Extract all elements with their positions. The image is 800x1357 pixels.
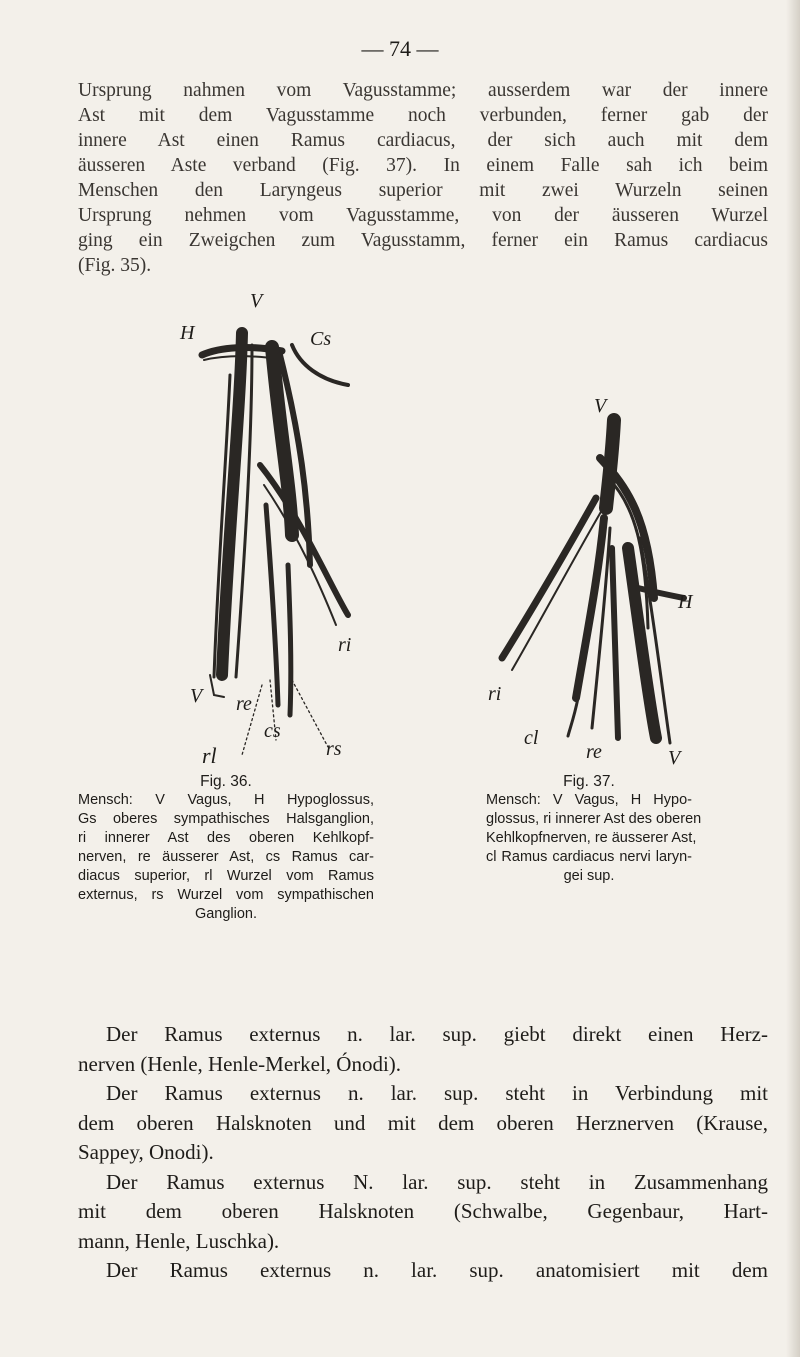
label-ri: ri: [488, 683, 502, 705]
caption-line: cl Ramus cardiacus nervi laryn-: [486, 849, 692, 865]
caption-line: Ganglion.: [194, 906, 258, 922]
text-line: dem oberen Halsknoten und mit dem oberen Herznerven (Krause,: [78, 1110, 768, 1135]
caption-line: Mensch: V Vagus, H Hypo-: [486, 792, 692, 808]
text-line: Der Ramus externus n. lar. sup. giebt direkt einen Herz-: [106, 1022, 768, 1046]
figure-37-illustration: [488, 395, 693, 769]
text-line: innere Ast einen Ramus cardiacus, der sich auch mit dem: [78, 130, 768, 151]
text-line: Ursprung nahmen vom Vagusstamme; ausserdem war der innere: [78, 80, 768, 101]
label-rl: rl: [202, 743, 217, 768]
body-text: [78, 1020, 768, 1286]
figure-36-title: Fig. 36.: [200, 773, 252, 790]
figure-36-caption: [78, 772, 374, 924]
caption-line: externus, rs Wurzel vom sympathischen: [78, 887, 374, 903]
caption-line: glossus, ri innerer Ast des oberen: [486, 811, 702, 827]
caption-line: ri innerer Ast des oberen Kehlkopf-: [78, 830, 374, 846]
text-line: (Fig. 35).: [78, 255, 152, 276]
caption-line: nerven, re äusserer Ast, cs Ramus car-: [78, 849, 374, 865]
text-line: Sappey, Onodi).: [78, 1140, 214, 1164]
label-cl: cl: [524, 727, 539, 749]
label-cs: cs: [264, 720, 281, 742]
caption-line: Kehlkopfnerven, re äusserer Ast,: [486, 830, 697, 846]
text-line: nerven (Henle, Henle-Merkel, Ónodi).: [78, 1051, 402, 1076]
label-Cs: Cs: [310, 328, 332, 350]
page-number: — 74 —: [361, 36, 439, 61]
text-line: Ursprung nehmen vom Vagusstamme, von der äusseren Wurzel: [78, 205, 768, 226]
text-line: Der Ramus externus n. lar. sup. steht in Verbindung mit: [106, 1081, 768, 1105]
figure-37-caption: [486, 772, 702, 886]
text-line: Der Ramus externus n. lar. sup. anatomisiert mit dem: [106, 1258, 768, 1282]
caption-line: gei sup.: [563, 868, 615, 884]
label-rs: rs: [326, 738, 342, 760]
text-line: Ast mit dem Vagusstamme noch verbunden, ferner gab der: [78, 105, 768, 126]
caption-line: Mensch: V Vagus, H Hypoglossus,: [78, 792, 374, 808]
label-V-top: V: [250, 290, 263, 312]
text-line: äusseren Aste verband (Fig. 37). In einem Falle sah ich beim: [78, 155, 768, 176]
label-ri: ri: [338, 634, 352, 656]
caption-line: Gs oberes sympathisches Halsganglion,: [78, 811, 374, 827]
label-V-bottom: V: [190, 685, 203, 707]
label-H: H: [678, 591, 693, 613]
label-re: re: [586, 741, 602, 763]
label-V-bottom: V: [668, 747, 681, 769]
label-re: re: [236, 693, 252, 715]
text-line: mann, Henle, Luschka).: [78, 1228, 280, 1253]
intro-paragraph: [78, 78, 768, 278]
text-line: mit dem oberen Halsknoten (Schwalbe, Gegenbaur, Hart-: [78, 1199, 768, 1223]
figure-37-title: Fig. 37.: [563, 773, 615, 790]
caption-line: diacus superior, rl Wurzel vom Ramus: [78, 868, 374, 884]
text-line: ging ein Zweigchen zum Vagusstamm, ferner ein Ramus cardiacus: [78, 230, 768, 251]
text-line: Menschen den Laryngeus superior mit zwei Wurzeln seinen: [78, 180, 768, 201]
text-line: Der Ramus externus N. lar. sup. steht in Zusammenhang: [106, 1169, 768, 1194]
label-V-top: V: [594, 395, 607, 417]
label-H: H: [180, 322, 195, 344]
page-edge-shadow: [786, 0, 800, 1357]
figure-36-illustration: [180, 285, 360, 768]
